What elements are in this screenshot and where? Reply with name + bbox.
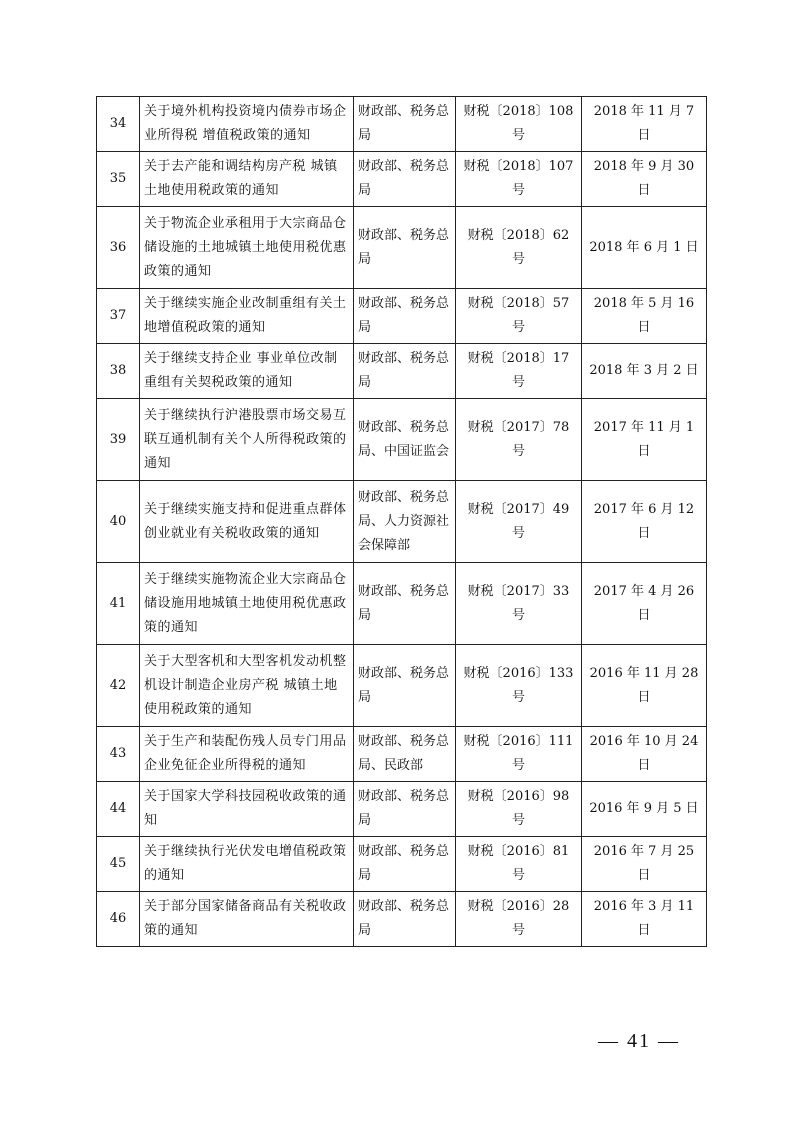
- page-number: — 41 —: [598, 1030, 680, 1052]
- policy-table: [96, 96, 707, 947]
- policy-table-body: [97, 97, 707, 947]
- row-number: 44: [97, 782, 140, 837]
- issuing-department: 财政部、税务总局: [354, 152, 456, 207]
- policy-title: 关于继续实施支持和促进重点群体创业就业有关税收政策的通知: [140, 481, 354, 563]
- row-number: 40: [97, 481, 140, 563]
- table-row: [97, 481, 707, 563]
- row-number: 39: [97, 399, 140, 481]
- table-row: [97, 645, 707, 727]
- policy-title: 关于国家大学科技园税收政策的通知: [140, 782, 354, 837]
- issue-date: 2017 年 4 月 26 日: [582, 563, 707, 645]
- document-number: 财税〔2017〕49 号: [456, 481, 582, 563]
- policy-title: 关于继续实施企业改制重组有关土地增值税政策的通知: [140, 289, 354, 344]
- issue-date: 2016 年 10 月 24 日: [582, 727, 707, 782]
- document-number: 财税〔2018〕107 号: [456, 152, 582, 207]
- issue-date: 2018 年 9 月 30 日: [582, 152, 707, 207]
- row-number: 42: [97, 645, 140, 727]
- issue-date: 2017 年 6 月 12 日: [582, 481, 707, 563]
- issue-date: 2018 年 3 月 2 日: [582, 344, 707, 399]
- policy-title: 关于物流企业承租用于大宗商品仓储设施的土地城镇土地使用税优惠政策的通知: [140, 207, 354, 289]
- document-number: 财税〔2017〕78 号: [456, 399, 582, 481]
- issuing-department: 财政部、税务总局: [354, 892, 456, 947]
- issue-date: 2018 年 11 月 7 日: [582, 97, 707, 152]
- table-row: [97, 289, 707, 344]
- issuing-department: 财政部、税务总局: [354, 563, 456, 645]
- document-number: 财税〔2018〕57 号: [456, 289, 582, 344]
- document-number: 财税〔2016〕111 号: [456, 727, 582, 782]
- document-number: 财税〔2018〕62 号: [456, 207, 582, 289]
- policy-title: 关于大型客机和大型客机发动机整机设计制造企业房产税 城镇土地使用税政策的通知: [140, 645, 354, 727]
- table-row: [97, 344, 707, 399]
- issuing-department: 财政部、税务总局: [354, 645, 456, 727]
- issue-date: 2016 年 11 月 28 日: [582, 645, 707, 727]
- policy-title: 关于部分国家储备商品有关税收政策的通知: [140, 892, 354, 947]
- issuing-department: 财政部、税务总局: [354, 344, 456, 399]
- table-row: [97, 152, 707, 207]
- document-number: 财税〔2017〕33 号: [456, 563, 582, 645]
- row-number: 37: [97, 289, 140, 344]
- document-number: 财税〔2016〕28 号: [456, 892, 582, 947]
- issue-date: 2016 年 9 月 5 日: [582, 782, 707, 837]
- table-row: [97, 207, 707, 289]
- row-number: 41: [97, 563, 140, 645]
- policy-title: 关于生产和装配伤残人员专门用品企业免征企业所得税的通知: [140, 727, 354, 782]
- issue-date: 2018 年 6 月 1 日: [582, 207, 707, 289]
- issuing-department: 财政部、税务总局: [354, 207, 456, 289]
- table-row: [97, 563, 707, 645]
- document-number: 财税〔2018〕108 号: [456, 97, 582, 152]
- issue-date: 2016 年 7 月 25 日: [582, 837, 707, 892]
- row-number: 34: [97, 97, 140, 152]
- table-row: [97, 837, 707, 892]
- table-row: [97, 782, 707, 837]
- policy-title: 关于继续实施物流企业大宗商品仓储设施用地城镇土地使用税优惠政策的通知: [140, 563, 354, 645]
- issuing-department: 财政部、税务总局、民政部: [354, 727, 456, 782]
- row-number: 43: [97, 727, 140, 782]
- policy-title: 关于继续执行沪港股票市场交易互联互通机制有关个人所得税政策的通知: [140, 399, 354, 481]
- row-number: 45: [97, 837, 140, 892]
- policy-title: 关于继续执行光伏发电增值税政策的通知: [140, 837, 354, 892]
- issuing-department: 财政部、税务总局: [354, 837, 456, 892]
- issuing-department: 财政部、税务总局: [354, 782, 456, 837]
- issuing-department: 财政部、税务总局、中国证监会: [354, 399, 456, 481]
- policy-title: 关于去产能和调结构房产税 城镇土地使用税政策的通知: [140, 152, 354, 207]
- document-number: 财税〔2016〕133 号: [456, 645, 582, 727]
- document-number: 财税〔2018〕17 号: [456, 344, 582, 399]
- issue-date: 2016 年 3 月 11 日: [582, 892, 707, 947]
- policy-title: 关于继续支持企业 事业单位改制重组有关契税政策的通知: [140, 344, 354, 399]
- issue-date: 2018 年 5 月 16 日: [582, 289, 707, 344]
- row-number: 46: [97, 892, 140, 947]
- document-number: 财税〔2016〕81 号: [456, 837, 582, 892]
- issue-date: 2017 年 11 月 1 日: [582, 399, 707, 481]
- document-number: 财税〔2016〕98 号: [456, 782, 582, 837]
- table-row: [97, 892, 707, 947]
- policy-title: 关于境外机构投资境内债券市场企业所得税 增值税政策的通知: [140, 97, 354, 152]
- table-row: [97, 727, 707, 782]
- table-row: [97, 399, 707, 481]
- row-number: 38: [97, 344, 140, 399]
- issuing-department: 财政部、税务总局: [354, 97, 456, 152]
- row-number: 36: [97, 207, 140, 289]
- issuing-department: 财政部、税务总局: [354, 289, 456, 344]
- table-row: [97, 97, 707, 152]
- row-number: 35: [97, 152, 140, 207]
- issuing-department: 财政部、税务总局、人力资源社会保障部: [354, 481, 456, 563]
